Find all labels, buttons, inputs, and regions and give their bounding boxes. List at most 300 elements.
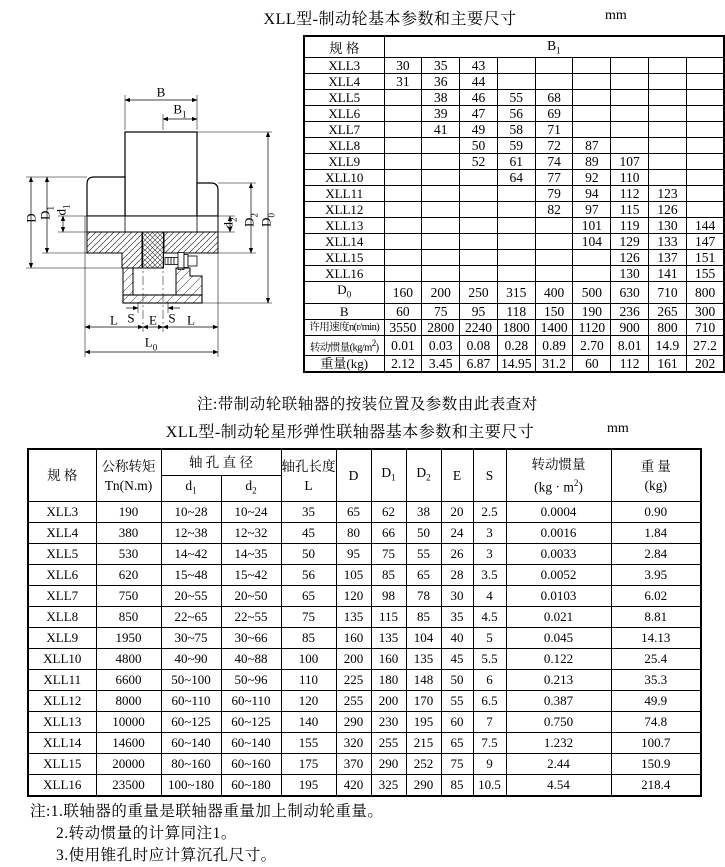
- value-cell: 49.9: [611, 691, 701, 712]
- value-cell: 85: [441, 775, 473, 797]
- value-cell: [497, 58, 535, 74]
- value-cell: 180: [371, 670, 406, 691]
- value-cell: 26: [441, 544, 473, 565]
- value-cell: [497, 186, 535, 202]
- value-cell: [573, 106, 611, 122]
- value-cell: 4: [473, 586, 506, 607]
- value-cell: [497, 250, 535, 266]
- row-label-cell: XLL11: [28, 670, 96, 691]
- table2-title: XLL型-制动轮星形弹性联轴器基本参数和主要尺寸: [165, 424, 535, 441]
- value-cell: 14.13: [611, 628, 701, 649]
- value-cell: 4.5: [473, 607, 506, 628]
- value-cell: 630: [611, 282, 649, 304]
- value-cell: 47: [460, 106, 498, 122]
- value-cell: 60~125: [221, 712, 281, 733]
- value-cell: 12~32: [221, 523, 281, 544]
- value-cell: 129: [611, 234, 649, 250]
- value-cell: 60~110: [161, 691, 221, 712]
- value-cell: 12~38: [161, 523, 221, 544]
- value-cell: 110: [611, 170, 649, 186]
- value-cell: 79: [535, 186, 573, 202]
- table-row: [304, 202, 724, 218]
- footnote-2: 2.转动惯量的计算同注1。: [56, 825, 237, 842]
- value-cell: [497, 218, 535, 234]
- row-label-cell: 重量(kg): [304, 356, 384, 373]
- value-cell: [384, 154, 422, 170]
- value-cell: 200: [422, 282, 460, 304]
- value-cell: 60~160: [221, 754, 281, 775]
- value-cell: 147: [686, 234, 724, 250]
- value-cell: 15~48: [161, 565, 221, 586]
- value-cell: 119: [611, 218, 649, 234]
- value-cell: [611, 122, 649, 138]
- value-cell: [422, 138, 460, 154]
- value-cell: 148: [406, 670, 441, 691]
- value-cell: 126: [649, 202, 687, 218]
- value-cell: 100.7: [611, 733, 701, 754]
- value-cell: 87: [573, 138, 611, 154]
- value-cell: 6.5: [473, 691, 506, 712]
- value-cell: [422, 202, 460, 218]
- value-cell: 133: [649, 234, 687, 250]
- value-cell: [686, 122, 724, 138]
- row-label-cell: XLL4: [304, 74, 384, 90]
- value-cell: 135: [406, 649, 441, 670]
- value-cell: 43: [460, 58, 498, 74]
- value-cell: 104: [573, 234, 611, 250]
- value-cell: 85: [371, 565, 406, 586]
- value-cell: [535, 58, 573, 74]
- value-cell: 3.45: [422, 356, 460, 373]
- column-header-d2: $d_2$: [221, 476, 281, 502]
- value-cell: 202: [686, 356, 724, 373]
- value-cell: 160: [336, 628, 371, 649]
- value-cell: 4.54: [506, 775, 611, 797]
- value-cell: 0.213: [506, 670, 611, 691]
- value-cell: 135: [336, 607, 371, 628]
- row-label-cell: XLL10: [304, 170, 384, 186]
- value-cell: [384, 138, 422, 154]
- value-cell: 0.28: [497, 335, 535, 356]
- row-label-cell: XLL12: [304, 202, 384, 218]
- value-cell: 320: [336, 733, 371, 754]
- value-cell: 80: [336, 523, 371, 544]
- value-cell: 10~24: [221, 502, 281, 523]
- table-row: [304, 250, 724, 266]
- row-label-cell: XLL9: [28, 628, 96, 649]
- value-cell: 126: [611, 250, 649, 266]
- value-cell: 94: [573, 186, 611, 202]
- header-line: 轴孔长度: [281, 458, 336, 474]
- value-cell: 82: [535, 202, 573, 218]
- value-cell: 85: [406, 607, 441, 628]
- value-cell: 620: [96, 565, 161, 586]
- value-cell: 68: [535, 90, 573, 106]
- value-cell: 0.0004: [506, 502, 611, 523]
- value-cell: 1950: [96, 628, 161, 649]
- value-cell: 62: [371, 502, 406, 523]
- value-cell: 75: [281, 607, 336, 628]
- value-cell: 250: [460, 282, 498, 304]
- footnote-3: 3.使用锥孔时应计算沉孔尺寸。: [56, 847, 277, 864]
- value-cell: [422, 250, 460, 266]
- row-label-cell: XLL13: [28, 712, 96, 733]
- value-cell: 3: [473, 544, 506, 565]
- value-cell: 69: [535, 106, 573, 122]
- value-cell: [611, 90, 649, 106]
- value-cell: 6600: [96, 670, 161, 691]
- value-cell: 74: [535, 154, 573, 170]
- column-header-inertia: [506, 449, 611, 502]
- value-cell: 30: [441, 586, 473, 607]
- value-cell: 49: [460, 122, 498, 138]
- value-cell: 0.0052: [506, 565, 611, 586]
- value-cell: [649, 106, 687, 122]
- value-cell: [649, 90, 687, 106]
- table-row: [304, 319, 724, 335]
- table-row: [28, 628, 701, 649]
- value-cell: 155: [281, 733, 336, 754]
- value-cell: 27.2: [686, 335, 724, 356]
- value-cell: 66: [371, 523, 406, 544]
- value-cell: 46: [460, 90, 498, 106]
- value-cell: 0.08: [460, 335, 498, 356]
- dim-label-L-left: L: [110, 312, 118, 328]
- value-cell: 0.045: [506, 628, 611, 649]
- value-cell: 60~180: [221, 775, 281, 797]
- value-cell: 64: [497, 170, 535, 186]
- value-cell: 300: [686, 303, 724, 319]
- value-cell: 265: [649, 303, 687, 319]
- value-cell: 900: [611, 319, 649, 335]
- value-cell: 35.3: [611, 670, 701, 691]
- table-row: [28, 691, 701, 712]
- value-cell: 45: [281, 523, 336, 544]
- value-cell: 20: [441, 502, 473, 523]
- value-cell: 110: [281, 670, 336, 691]
- value-cell: 2800: [422, 319, 460, 335]
- value-cell: 195: [281, 775, 336, 797]
- dim-label-S-right: S: [168, 310, 176, 326]
- value-cell: 60~110: [221, 691, 281, 712]
- value-cell: 800: [649, 319, 687, 335]
- table-row: [28, 586, 701, 607]
- unit-label-mm-2: mm: [607, 421, 629, 436]
- table-row: [28, 670, 701, 691]
- value-cell: 35: [422, 58, 460, 74]
- value-cell: [535, 266, 573, 282]
- column-header-weight: [611, 449, 701, 502]
- value-cell: 325: [371, 775, 406, 797]
- value-cell: 8000: [96, 691, 161, 712]
- value-cell: 97: [573, 202, 611, 218]
- value-cell: 44: [460, 74, 498, 90]
- value-cell: 10000: [96, 712, 161, 733]
- value-cell: 0.90: [611, 502, 701, 523]
- value-cell: 500: [573, 282, 611, 304]
- row-label-cell: XLL8: [304, 138, 384, 154]
- value-cell: 130: [611, 266, 649, 282]
- value-cell: 0.89: [535, 335, 573, 356]
- value-cell: [686, 170, 724, 186]
- page-title: XLL型-制动轮基本参数和主要尺寸: [263, 11, 517, 28]
- value-cell: 6.02: [611, 586, 701, 607]
- value-cell: 65: [441, 733, 473, 754]
- row-label-cell: XLL16: [28, 775, 96, 797]
- value-cell: [460, 218, 498, 234]
- value-cell: 3550: [384, 319, 422, 335]
- dim-label-D2: $D_2$: [241, 213, 260, 227]
- dim-label-L-right: L: [187, 312, 195, 328]
- value-cell: 2.12: [384, 356, 422, 373]
- value-cell: 200: [371, 691, 406, 712]
- value-cell: 60~125: [161, 712, 221, 733]
- header-line: 转动惯量: [531, 456, 586, 472]
- row-label-cell: XLL14: [304, 234, 384, 250]
- coupling-section-drawing: [20, 80, 300, 390]
- dim-label-d1: $d_1$: [53, 204, 72, 216]
- table-row: [304, 58, 724, 74]
- value-cell: 112: [611, 356, 649, 373]
- value-cell: 750: [96, 586, 161, 607]
- table-row: [28, 607, 701, 628]
- value-cell: [384, 250, 422, 266]
- value-cell: 65: [336, 502, 371, 523]
- table-row: [28, 775, 701, 797]
- value-cell: 135: [371, 628, 406, 649]
- value-cell: 95: [336, 544, 371, 565]
- value-cell: 710: [686, 319, 724, 335]
- dim-label-D0: $D_0$: [258, 213, 277, 227]
- value-cell: 4800: [96, 649, 161, 670]
- row-label-cell: XLL14: [28, 733, 96, 754]
- value-cell: 60: [441, 712, 473, 733]
- column-header-d1: $d_1$: [161, 476, 221, 502]
- value-cell: [535, 234, 573, 250]
- header-line: (kg): [644, 477, 667, 493]
- value-cell: 45: [441, 649, 473, 670]
- value-cell: 2.5: [473, 502, 506, 523]
- row-label-cell: XLL11: [304, 186, 384, 202]
- value-cell: 65: [281, 586, 336, 607]
- value-cell: 0.03: [422, 335, 460, 356]
- value-cell: [649, 74, 687, 90]
- value-cell: [686, 74, 724, 90]
- value-cell: 400: [535, 282, 573, 304]
- row-label-cell: XLL3: [28, 502, 96, 523]
- value-cell: [384, 122, 422, 138]
- column-header-b1: $B_1$: [384, 36, 724, 58]
- value-cell: 71: [535, 122, 573, 138]
- value-cell: [535, 250, 573, 266]
- value-cell: 161: [649, 356, 687, 373]
- value-cell: 1.84: [611, 523, 701, 544]
- dim-label-D1: $D_1$: [37, 206, 56, 220]
- value-cell: 115: [611, 202, 649, 218]
- value-cell: [384, 202, 422, 218]
- value-cell: 160: [371, 649, 406, 670]
- value-cell: 255: [336, 691, 371, 712]
- value-cell: 30~66: [221, 628, 281, 649]
- value-cell: 141: [649, 266, 687, 282]
- row-label-cell: XLL5: [304, 90, 384, 106]
- value-cell: [384, 170, 422, 186]
- value-cell: 118: [497, 303, 535, 319]
- value-cell: 50: [441, 670, 473, 691]
- value-cell: 2.70: [573, 335, 611, 356]
- value-cell: 75: [441, 754, 473, 775]
- value-cell: 380: [96, 523, 161, 544]
- value-cell: 50: [460, 138, 498, 154]
- row-label-cell: XLL6: [28, 565, 96, 586]
- value-cell: [460, 266, 498, 282]
- column-header-D1: $D_1$: [371, 449, 406, 502]
- row-label-cell: $D_0$: [304, 282, 384, 304]
- value-cell: 60: [573, 356, 611, 373]
- value-cell: [573, 266, 611, 282]
- value-cell: 150.9: [611, 754, 701, 775]
- unit-label-mm: mm: [605, 8, 627, 23]
- value-cell: 60: [384, 303, 422, 319]
- table-row: [28, 502, 701, 523]
- value-cell: 7.5: [473, 733, 506, 754]
- value-cell: 35: [281, 502, 336, 523]
- value-cell: 5.5: [473, 649, 506, 670]
- dim-label-B: B: [156, 84, 166, 100]
- value-cell: 2240: [460, 319, 498, 335]
- table2-body: [28, 502, 701, 797]
- value-cell: 60~140: [161, 733, 221, 754]
- table-row: [304, 282, 724, 304]
- table-row: [304, 170, 724, 186]
- row-label-cell: XLL12: [28, 691, 96, 712]
- value-cell: [686, 58, 724, 74]
- row-label-cell: XLL16: [304, 266, 384, 282]
- header-line: 公称转矩: [101, 458, 156, 474]
- table-row: [304, 90, 724, 106]
- value-cell: 20000: [96, 754, 161, 775]
- value-cell: 370: [336, 754, 371, 775]
- value-cell: 8.81: [611, 607, 701, 628]
- value-cell: [535, 74, 573, 90]
- header-line: $(kg \cdot m^2)$: [534, 477, 583, 495]
- value-cell: 175: [281, 754, 336, 775]
- value-cell: [460, 186, 498, 202]
- value-cell: 0.750: [506, 712, 611, 733]
- row-label-cell: 许用速度n(r/min): [304, 319, 384, 335]
- header-line: Tn(N.m): [104, 477, 153, 493]
- value-cell: 65: [406, 565, 441, 586]
- value-cell: 1.232: [506, 733, 611, 754]
- row-label-cell: B: [304, 303, 384, 319]
- value-cell: 14.95: [497, 356, 535, 373]
- value-cell: [384, 234, 422, 250]
- value-cell: 100: [281, 649, 336, 670]
- value-cell: [686, 186, 724, 202]
- value-cell: 230: [371, 712, 406, 733]
- value-cell: [611, 138, 649, 154]
- value-cell: 40~90: [161, 649, 221, 670]
- table-row: [304, 303, 724, 319]
- value-cell: [384, 218, 422, 234]
- value-cell: [611, 74, 649, 90]
- value-cell: 39: [422, 106, 460, 122]
- value-cell: 0.0103: [506, 586, 611, 607]
- value-cell: [649, 154, 687, 170]
- value-cell: [686, 138, 724, 154]
- value-cell: 52: [460, 154, 498, 170]
- value-cell: 56: [497, 106, 535, 122]
- value-cell: 14.9: [649, 335, 687, 356]
- value-cell: 77: [535, 170, 573, 186]
- value-cell: 40: [441, 628, 473, 649]
- value-cell: [384, 106, 422, 122]
- table-row: [304, 234, 724, 250]
- value-cell: [611, 106, 649, 122]
- value-cell: 195: [406, 712, 441, 733]
- value-cell: 190: [96, 502, 161, 523]
- value-cell: 60~140: [221, 733, 281, 754]
- value-cell: 55: [497, 90, 535, 106]
- row-label-cell: XLL5: [28, 544, 96, 565]
- value-cell: [422, 266, 460, 282]
- value-cell: 130: [649, 218, 687, 234]
- value-cell: 41: [422, 122, 460, 138]
- column-header-spec: 规 格: [304, 36, 384, 58]
- dim-label-D: D: [23, 213, 39, 223]
- value-cell: [573, 122, 611, 138]
- value-cell: 6.87: [460, 356, 498, 373]
- row-label-cell: XLL15: [28, 754, 96, 775]
- value-cell: 14~35: [221, 544, 281, 565]
- value-cell: 75: [371, 544, 406, 565]
- value-cell: 78: [406, 586, 441, 607]
- value-cell: 36: [422, 74, 460, 90]
- column-header-D: D: [336, 449, 371, 502]
- value-cell: 95: [460, 303, 498, 319]
- value-cell: 3.95: [611, 565, 701, 586]
- value-cell: 31: [384, 74, 422, 90]
- value-cell: 10.5: [473, 775, 506, 797]
- value-cell: 1400: [535, 319, 573, 335]
- value-cell: 30: [384, 58, 422, 74]
- value-cell: 107: [611, 154, 649, 170]
- value-cell: [384, 266, 422, 282]
- value-cell: 30~75: [161, 628, 221, 649]
- header-line: L: [304, 477, 313, 493]
- table-row: [304, 266, 724, 282]
- value-cell: [649, 170, 687, 186]
- value-cell: 170: [406, 691, 441, 712]
- value-cell: [573, 74, 611, 90]
- value-cell: 92: [573, 170, 611, 186]
- dim-label-E: E: [149, 312, 157, 328]
- value-cell: 104: [406, 628, 441, 649]
- value-cell: 100~180: [161, 775, 221, 797]
- value-cell: 55: [406, 544, 441, 565]
- value-cell: [422, 218, 460, 234]
- value-cell: 120: [336, 586, 371, 607]
- row-label-cell: XLL15: [304, 250, 384, 266]
- value-cell: 14~42: [161, 544, 221, 565]
- table-header-row-1: [28, 449, 701, 476]
- value-cell: 137: [649, 250, 687, 266]
- value-cell: 710: [649, 282, 687, 304]
- column-header-bore-diameter: 轴 孔 直 径: [161, 449, 281, 476]
- value-cell: 290: [336, 712, 371, 733]
- value-cell: 35: [441, 607, 473, 628]
- value-cell: [422, 170, 460, 186]
